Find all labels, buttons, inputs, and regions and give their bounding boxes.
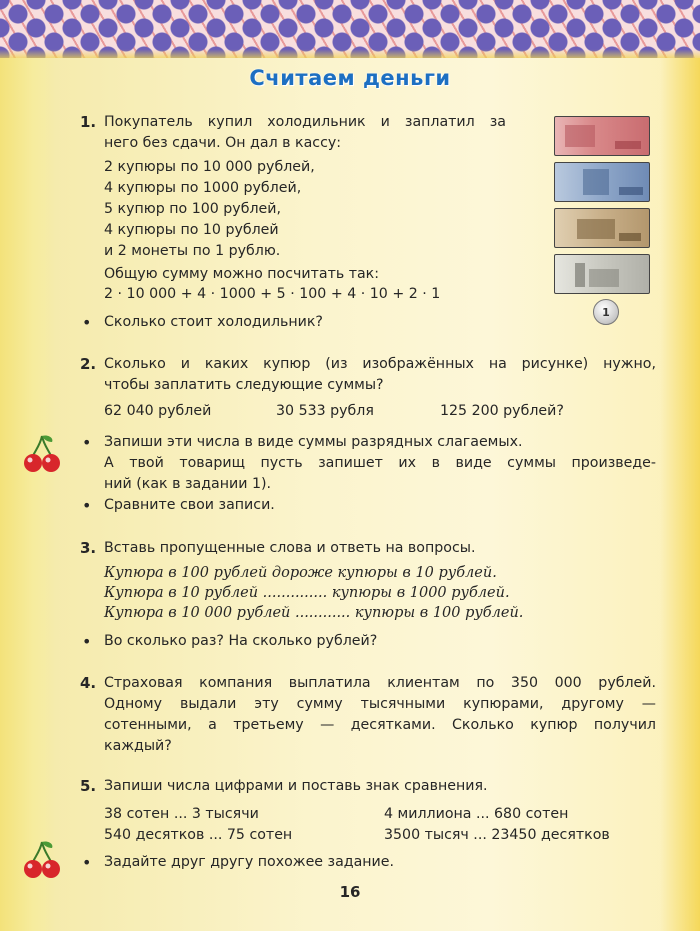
banknote-icon-5000 (554, 116, 650, 156)
task-5-left-2: 540 десятков ... 75 сотен (104, 827, 293, 843)
bullet-icon: • (82, 313, 92, 332)
task-3-italic-line-3: Купюра в 10 000 рублей ............ купюры в 100 рублей. (104, 605, 524, 621)
task-4-text-line-3: сотенными, а третьему — десятками. Сколько купюр получил (104, 717, 656, 733)
task-3-italic-line-2: Купюра в 10 рублей .............. купюры в 1000 рублей. (104, 585, 510, 601)
task-1-expression: 2 · 10 000 + 4 · 1000 + 5 · 100 + 4 · 10 + 2 · 1 (104, 286, 441, 302)
task-5-left-1: 38 сотен ... 3 тысячи (104, 806, 259, 822)
task-1-question: Сколько стоит холодильник? (104, 314, 323, 330)
task-5-right-1: 4 миллиона ... 680 сотен (384, 806, 569, 822)
task-2-bullet-1-line-2: А твой товарищ пусть запишет их в виде суммы произведе- (104, 455, 656, 471)
task-2-bullet-1-line-3: ний (как в задании 1). (104, 476, 272, 492)
task-2-sum-3: 125 200 рублей? (440, 403, 564, 419)
task-2-text-line-2: чтобы заплатить следующие суммы? (104, 377, 384, 393)
task-1-text-line-2: него без сдачи. Он дал в кассу: (104, 135, 342, 151)
banknote-10-drawing (555, 255, 649, 293)
task-2-text-line-1: Сколько и каких купюр (из изображённых на рисунке) нужно, (104, 356, 656, 372)
task-1-text-line-1: Покупатель купил холодильник и заплатил за (104, 114, 506, 130)
banknote-1000-drawing (555, 163, 649, 201)
cherry-icon (22, 838, 62, 882)
banknote-100-drawing (555, 209, 649, 247)
task-1-sum-intro: Общую сумму можно посчитать так: (104, 266, 380, 282)
left-margin-stripe (0, 58, 56, 931)
task-5-right-2: 3500 тысяч ... 23450 десятков (384, 827, 610, 843)
page-title: Считаем деньги (249, 66, 451, 90)
task-5-bullet: Задайте друг другу похожее задание. (104, 854, 395, 870)
decorative-header-band (0, 0, 700, 58)
task-2-number: 2. (80, 355, 97, 373)
page-number: 16 (339, 883, 361, 901)
task-2-sum-2: 30 533 рубля (276, 403, 374, 419)
banknote-icon-10 (554, 254, 650, 294)
task-2-bullet-2: Сравните свои записи. (104, 497, 275, 513)
task-5-text: Запиши числа цифрами и поставь знак сравнения. (104, 778, 488, 794)
task-1-item-2: 4 купюры по 1000 рублей, (104, 180, 302, 196)
task-3-text: Вставь пропущенные слова и ответь на вопросы. (104, 540, 476, 556)
banknote-5000-drawing (555, 117, 649, 155)
task-4-number: 4. (80, 674, 97, 692)
banknote-icon-1000 (554, 162, 650, 202)
bullet-icon: • (82, 433, 92, 452)
bullet-icon: • (82, 632, 92, 651)
bullet-icon: • (82, 496, 92, 515)
task-4-text-line-1: Страховая компания выплатила клиентам по 350 000 рублей. (104, 675, 656, 691)
banknote-icon-100 (554, 208, 650, 248)
task-1-item-1: 2 купюры по 10 000 рублей, (104, 159, 315, 175)
bullet-icon: • (82, 853, 92, 872)
task-2-bullet-1-line-1: Запиши эти числа в виде суммы разрядных слагаемых. (104, 434, 523, 450)
task-5-number: 5. (80, 777, 97, 795)
task-1-item-4: 4 купюры по 10 рублей (104, 222, 279, 238)
task-3-question: Во сколько раз? На сколько рублей? (104, 633, 378, 649)
task-1-item-5: и 2 монеты по 1 рублю. (104, 243, 281, 259)
task-3-italic-line-1: Купюра в 100 рублей дороже купюры в 10 рублей. (104, 565, 497, 581)
task-3-number: 3. (80, 539, 97, 557)
task-1-number: 1. (80, 113, 97, 131)
right-margin-stripe (660, 58, 700, 931)
task-2-sum-1: 62 040 рублей (104, 403, 212, 419)
task-4-text-line-2: Одному выдали эту сумму тысячными купюрами, другому — (104, 696, 656, 712)
task-1-item-3: 5 купюр по 100 рублей, (104, 201, 281, 217)
cherry-icon (22, 432, 62, 476)
coin-icon: 1 (593, 299, 619, 325)
task-4-text-line-4: каждый? (104, 738, 172, 754)
